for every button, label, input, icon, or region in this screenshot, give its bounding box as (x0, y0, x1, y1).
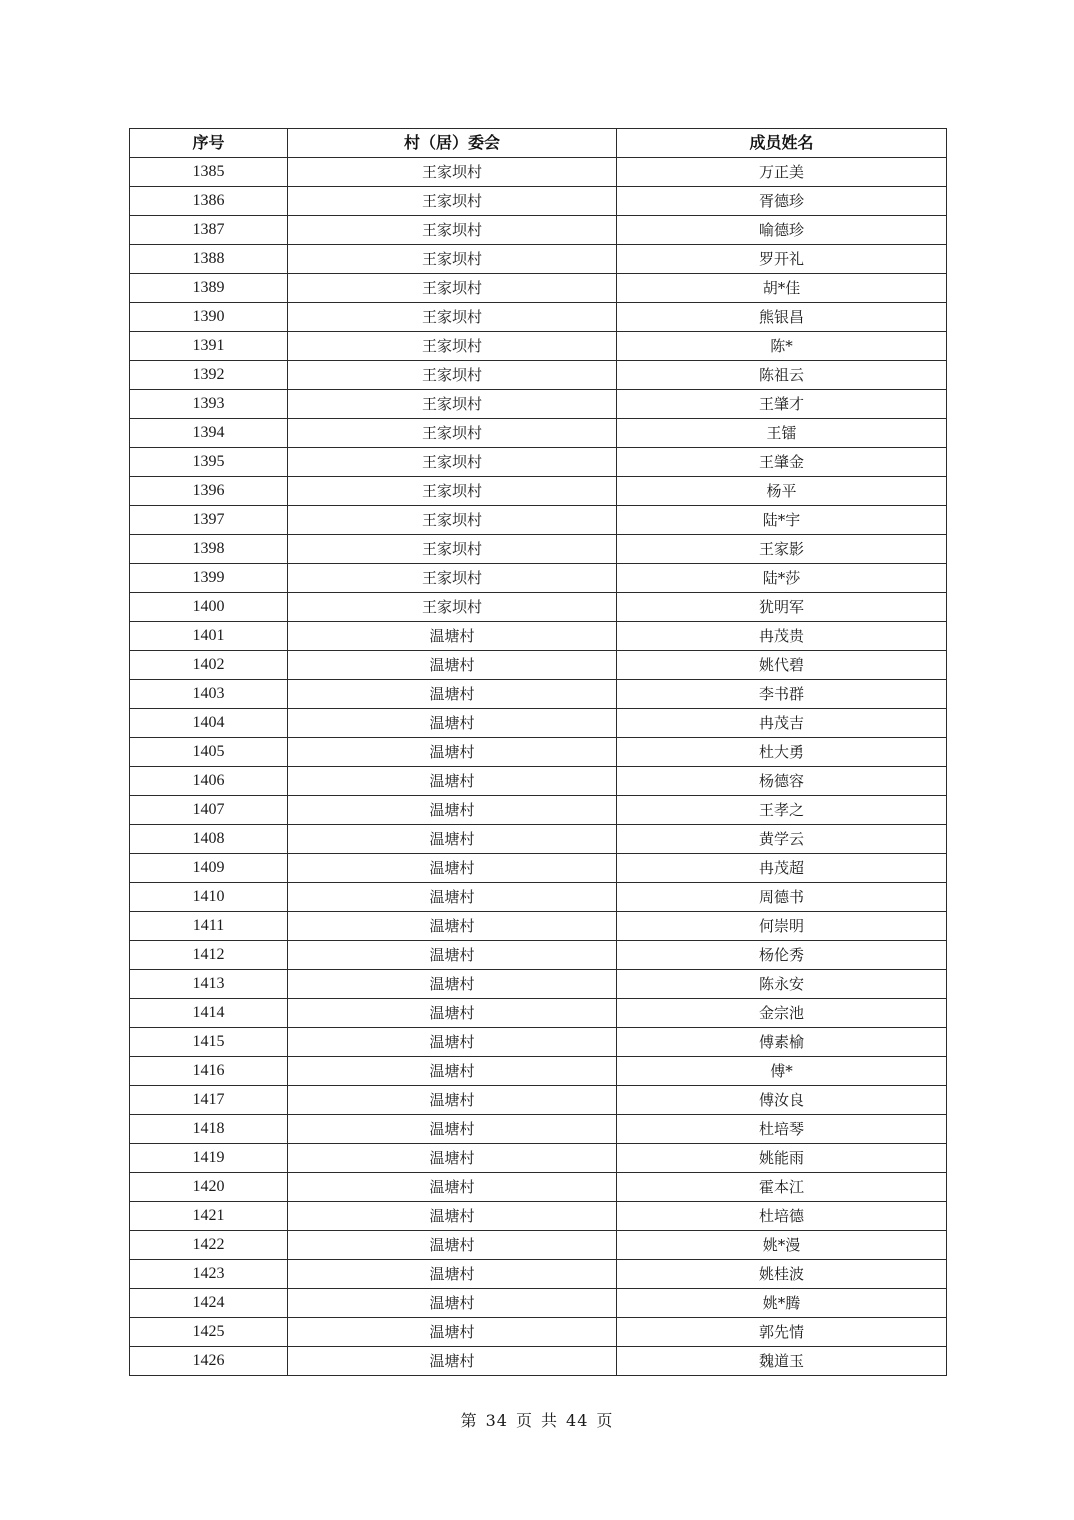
cell-member-name: 冉茂贵 (617, 622, 947, 651)
cell-village-committee: 王家坝村 (288, 506, 617, 535)
cell-serial-number: 1407 (130, 796, 288, 825)
cell-village-committee: 温塘村 (288, 1057, 617, 1086)
table-row (130, 477, 947, 506)
cell-serial-number: 1391 (130, 332, 288, 361)
cell-serial-number: 1392 (130, 361, 288, 390)
cell-village-committee: 王家坝村 (288, 390, 617, 419)
cell-village-committee: 温塘村 (288, 854, 617, 883)
cell-serial-number: 1423 (130, 1260, 288, 1289)
cell-serial-number: 1410 (130, 883, 288, 912)
table-row (130, 419, 947, 448)
table-row (130, 274, 947, 303)
cell-serial-number: 1419 (130, 1144, 288, 1173)
cell-serial-number: 1402 (130, 651, 288, 680)
cell-member-name: 郭先情 (617, 1318, 947, 1347)
cell-member-name: 姚桂波 (617, 1260, 947, 1289)
cell-village-committee: 温塘村 (288, 941, 617, 970)
cell-member-name: 姚能雨 (617, 1144, 947, 1173)
cell-serial-number: 1394 (130, 419, 288, 448)
cell-member-name: 杜培琴 (617, 1115, 947, 1144)
cell-village-committee: 王家坝村 (288, 158, 617, 187)
table-row (130, 332, 947, 361)
table-row (130, 245, 947, 274)
cell-serial-number: 1401 (130, 622, 288, 651)
cell-member-name: 王肇才 (617, 390, 947, 419)
cell-village-committee: 温塘村 (288, 1115, 617, 1144)
cell-serial-number: 1403 (130, 680, 288, 709)
header-member-name: 成员姓名 (617, 129, 947, 158)
footer-current-page: 34 (485, 1411, 508, 1430)
cell-serial-number: 1398 (130, 535, 288, 564)
cell-member-name: 王家影 (617, 535, 947, 564)
cell-village-committee: 温塘村 (288, 1289, 617, 1318)
cell-serial-number: 1411 (130, 912, 288, 941)
cell-serial-number: 1400 (130, 593, 288, 622)
cell-village-committee: 温塘村 (288, 883, 617, 912)
cell-village-committee: 温塘村 (288, 1260, 617, 1289)
table-row (130, 593, 947, 622)
cell-village-committee: 温塘村 (288, 1086, 617, 1115)
cell-serial-number: 1395 (130, 448, 288, 477)
member-roster-table (129, 128, 947, 1376)
table-row (130, 651, 947, 680)
cell-village-committee: 王家坝村 (288, 477, 617, 506)
table-body (130, 158, 947, 1376)
cell-village-committee: 王家坝村 (288, 216, 617, 245)
cell-member-name: 罗开礼 (617, 245, 947, 274)
table-row (130, 883, 947, 912)
cell-serial-number: 1399 (130, 564, 288, 593)
table-row (130, 1318, 947, 1347)
footer-suffix: 页 (596, 1411, 614, 1430)
cell-serial-number: 1412 (130, 941, 288, 970)
cell-member-name: 陈祖云 (617, 361, 947, 390)
cell-serial-number: 1385 (130, 158, 288, 187)
cell-village-committee: 温塘村 (288, 825, 617, 854)
cell-member-name: 傅素榆 (617, 1028, 947, 1057)
cell-serial-number: 1386 (130, 187, 288, 216)
table-row (130, 158, 947, 187)
cell-serial-number: 1421 (130, 1202, 288, 1231)
cell-member-name: 黄学云 (617, 825, 947, 854)
cell-serial-number: 1420 (130, 1173, 288, 1202)
cell-village-committee: 王家坝村 (288, 419, 617, 448)
table-row (130, 1144, 947, 1173)
table-row (130, 448, 947, 477)
cell-member-name: 喻德珍 (617, 216, 947, 245)
table-row (130, 796, 947, 825)
cell-member-name: 胡*佳 (617, 274, 947, 303)
cell-village-committee: 温塘村 (288, 912, 617, 941)
footer-total-pages: 44 (566, 1411, 589, 1430)
cell-serial-number: 1417 (130, 1086, 288, 1115)
cell-serial-number: 1396 (130, 477, 288, 506)
cell-member-name: 傅汝良 (617, 1086, 947, 1115)
table-row (130, 1347, 947, 1376)
table-row (130, 912, 947, 941)
table-row (130, 622, 947, 651)
cell-village-committee: 温塘村 (288, 999, 617, 1028)
cell-village-committee: 温塘村 (288, 1231, 617, 1260)
table-row (130, 187, 947, 216)
cell-member-name: 胥德珍 (617, 187, 947, 216)
cell-member-name: 金宗池 (617, 999, 947, 1028)
header-serial-number: 序号 (130, 129, 288, 158)
table-row (130, 1028, 947, 1057)
table-row (130, 1231, 947, 1260)
cell-member-name: 魏道玉 (617, 1347, 947, 1376)
cell-member-name: 傅* (617, 1057, 947, 1086)
table-row (130, 1202, 947, 1231)
cell-member-name: 姚*漫 (617, 1231, 947, 1260)
cell-village-committee: 王家坝村 (288, 535, 617, 564)
cell-member-name: 陆*莎 (617, 564, 947, 593)
cell-serial-number: 1416 (130, 1057, 288, 1086)
cell-village-committee: 温塘村 (288, 970, 617, 999)
cell-serial-number: 1404 (130, 709, 288, 738)
cell-village-committee: 王家坝村 (288, 245, 617, 274)
cell-village-committee: 温塘村 (288, 709, 617, 738)
cell-member-name: 杜培德 (617, 1202, 947, 1231)
cell-village-committee: 温塘村 (288, 1347, 617, 1376)
cell-village-committee: 温塘村 (288, 738, 617, 767)
cell-village-committee: 温塘村 (288, 796, 617, 825)
table-row (130, 999, 947, 1028)
cell-member-name: 杨平 (617, 477, 947, 506)
table-row (130, 854, 947, 883)
table-row (130, 390, 947, 419)
cell-serial-number: 1406 (130, 767, 288, 796)
cell-village-committee: 温塘村 (288, 1144, 617, 1173)
cell-serial-number: 1405 (130, 738, 288, 767)
table-row (130, 825, 947, 854)
header-village-committee: 村（居）委会 (288, 129, 617, 158)
table-row (130, 216, 947, 245)
cell-member-name: 杨德容 (617, 767, 947, 796)
table-row (130, 941, 947, 970)
table-row (130, 767, 947, 796)
table-row (130, 1289, 947, 1318)
cell-serial-number: 1390 (130, 303, 288, 332)
table-row (130, 709, 947, 738)
cell-member-name: 冉茂超 (617, 854, 947, 883)
cell-member-name: 何崇明 (617, 912, 947, 941)
cell-member-name: 杨伦秀 (617, 941, 947, 970)
table-row (130, 738, 947, 767)
footer-page-word: 页 (515, 1411, 533, 1430)
table-row (130, 1173, 947, 1202)
cell-serial-number: 1415 (130, 1028, 288, 1057)
cell-village-committee: 王家坝村 (288, 303, 617, 332)
cell-member-name: 霍本江 (617, 1173, 947, 1202)
cell-serial-number: 1393 (130, 390, 288, 419)
table-row (130, 1115, 947, 1144)
cell-serial-number: 1388 (130, 245, 288, 274)
cell-serial-number: 1397 (130, 506, 288, 535)
cell-village-committee: 温塘村 (288, 680, 617, 709)
cell-member-name: 王肇金 (617, 448, 947, 477)
cell-serial-number: 1422 (130, 1231, 288, 1260)
cell-member-name: 李书群 (617, 680, 947, 709)
table-row (130, 1086, 947, 1115)
table-row (130, 1057, 947, 1086)
cell-serial-number: 1418 (130, 1115, 288, 1144)
cell-member-name: 王孝之 (617, 796, 947, 825)
cell-serial-number: 1387 (130, 216, 288, 245)
cell-serial-number: 1414 (130, 999, 288, 1028)
cell-member-name: 杜大勇 (617, 738, 947, 767)
cell-village-committee: 温塘村 (288, 1028, 617, 1057)
table-row (130, 1260, 947, 1289)
cell-village-committee: 温塘村 (288, 651, 617, 680)
cell-village-committee: 王家坝村 (288, 448, 617, 477)
cell-village-committee: 王家坝村 (288, 593, 617, 622)
cell-member-name: 陈* (617, 332, 947, 361)
table-header-row (130, 129, 947, 158)
table-row (130, 506, 947, 535)
cell-member-name: 陈永安 (617, 970, 947, 999)
cell-serial-number: 1425 (130, 1318, 288, 1347)
table-row (130, 680, 947, 709)
cell-member-name: 陆*宇 (617, 506, 947, 535)
cell-serial-number: 1389 (130, 274, 288, 303)
table-row (130, 564, 947, 593)
cell-member-name: 犹明军 (617, 593, 947, 622)
cell-village-committee: 王家坝村 (288, 274, 617, 303)
cell-member-name: 姚*腾 (617, 1289, 947, 1318)
cell-member-name: 姚代碧 (617, 651, 947, 680)
cell-village-committee: 王家坝村 (288, 361, 617, 390)
cell-member-name: 冉茂吉 (617, 709, 947, 738)
table-row (130, 361, 947, 390)
cell-village-committee: 温塘村 (288, 767, 617, 796)
cell-serial-number: 1426 (130, 1347, 288, 1376)
cell-village-committee: 温塘村 (288, 622, 617, 651)
cell-village-committee: 王家坝村 (288, 564, 617, 593)
cell-village-committee: 温塘村 (288, 1202, 617, 1231)
cell-serial-number: 1409 (130, 854, 288, 883)
cell-village-committee: 温塘村 (288, 1318, 617, 1347)
cell-village-committee: 王家坝村 (288, 332, 617, 361)
cell-serial-number: 1408 (130, 825, 288, 854)
cell-serial-number: 1413 (130, 970, 288, 999)
cell-member-name: 周德书 (617, 883, 947, 912)
table-row (130, 303, 947, 332)
footer-total-word: 共 (541, 1411, 559, 1430)
cell-member-name: 王镭 (617, 419, 947, 448)
cell-village-committee: 王家坝村 (288, 187, 617, 216)
cell-serial-number: 1424 (130, 1289, 288, 1318)
table-row (130, 535, 947, 564)
cell-member-name: 万正美 (617, 158, 947, 187)
page-footer (0, 1408, 1074, 1431)
cell-village-committee: 温塘村 (288, 1173, 617, 1202)
table-row (130, 970, 947, 999)
footer-prefix: 第 (460, 1411, 478, 1430)
cell-member-name: 熊银昌 (617, 303, 947, 332)
